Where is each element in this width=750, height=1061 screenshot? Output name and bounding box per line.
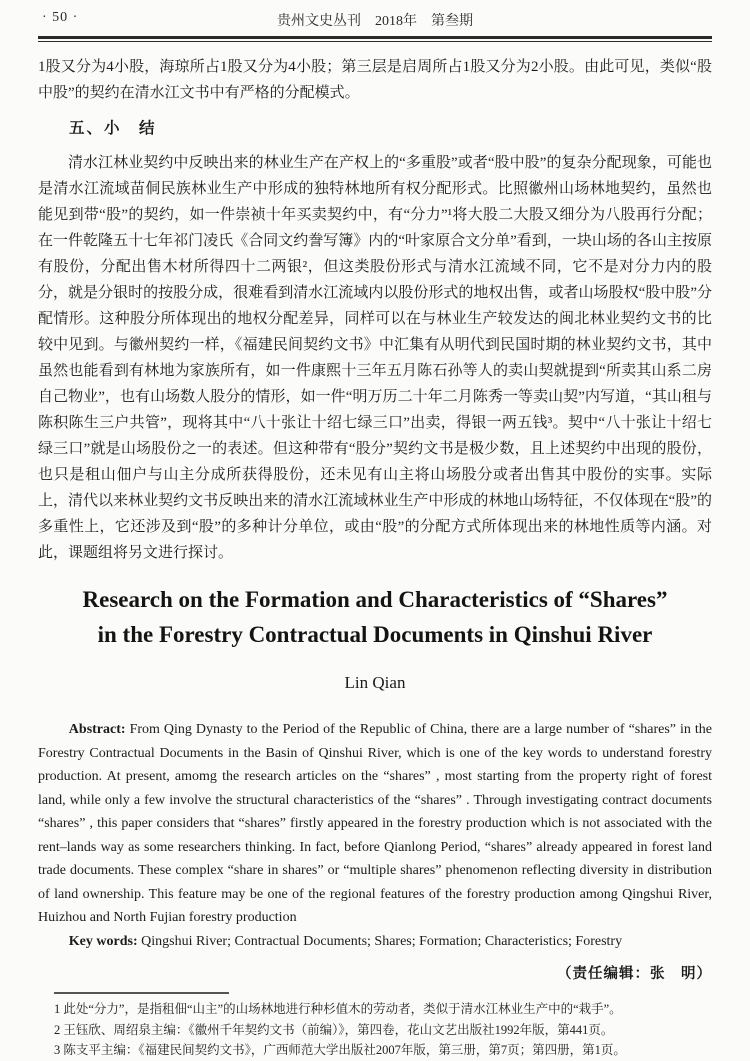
footnote-separator-rule (54, 992, 229, 994)
keywords-paragraph (38, 930, 712, 954)
footnote: 2 王钰欣、周绍泉主编：《徽州千年契约文书（前编）》，第四卷，花山文艺出版社1992年版，第441页。 (54, 1022, 614, 1037)
abstract-text: From Qing Dynasty to the Period of the Republic of China, there are a large number of “shares” in the Forestry Contractual Documents in the Basin of Qinshui River, which is one of the key words to understand forestry production. At present, amomg the research articles on the “shares” , most starting from the property right of forest land, while only a few involve the structural characteristics of the “shares” . Through investigating contract documents “shares” , this paper considers that “shares” firstly appeared in the forestry production which is not associated with the rent–lands way as some researchers thinking. In fact, before Qianlong Period, “shares” already appeared in forest land trade documents. These complex “share in shares” or “multiple shares” phenomenon reflecting diversity in distribution of land ownership. This feature may be one of the regional features of the forestry production among Qingshui River, Huizhou and North Fujian forestry production (38, 722, 712, 925)
running-head (38, 10, 712, 30)
page-number: · 50 · (42, 10, 79, 25)
footnote: 3 陈支平主编：《福建民间契约文书》，广西师范大学出版社2007年版，第三册，第7页；第四册，第1页。 (54, 1043, 626, 1057)
author-name: Lin Qian (344, 673, 406, 692)
keywords-text: Qingshui River; Contractual Documents; Shares; Formation; Characteristics; Forestry (137, 933, 623, 949)
keywords-label: Key words: (68, 933, 138, 949)
section-body-paragraph: 清水江林业契约中反映出来的林业生产在产权上的“多重股”或者“股中股”的复杂分配现象，可能也是清水江流域苗侗民族林业生产中形成的独特林地所有权分配形式。比照徽州山场林地契约，虽然也能见到带“股”的契约，如一件崇祯十年买卖契约中，有“分力”¹将大股二大股又细分为八股再行分配；在一件乾隆五十七年祁门凌氏《合同文约誊写簿》内的“叶家原合文分单”看到，一块山场的各山主按原有股份，分配出售木材所得四十二两银²，但这类股份形式与清水江流域不同，它不是对分力内的股分，就是分银时的按股分成，很难看到清水江流域内以股份形式的地权出售，或者山场股权“股中股”分配情形。这种股分所体现出的地权分配差异，同样可以在与林业生产较发达的闽北林业契约文书的比较中见到。与徽州契约一样，《福建民间契约文书》中汇集有从明代到民国时期的林业契约文书，其中虽然也能看到有林地为家族所有，如一件康熙十三年五月陈石孙等人的卖山契就提到“所卖其山系二房自己物业”，也有山场数人股分的情形，如一件“明万历二十年二月陈秀一等卖山契”内写道，“其山租与陈积陈生三户共管”，现将其中“八十张让十绍七绿三口”出卖，得银一两五钱³。契中“八十张让十绍七绿三口”就是山场股份之一的表述。但这种带有“股分”契约文书是极少数，且上述契约中出现的股份，也只是租山佃户与山主分成所获得股份，还未见有山主将山场股分或者出售其中股份的实事。实际上，清代以来林业契约文书反映出来的清水江流域林业生产中形成的林地山场特征，不仅体现在“股”的多重性上，它还涉及到“股”的多种计分单位，或由“股”的分配方式所体现出来的林地性质等内涵。对此，课题组将另文进行探讨。 (38, 155, 712, 561)
section-heading: 五、小 结 (69, 120, 157, 137)
journal-header-title: 贵州文史丛刊 2018年 第叁期 (277, 14, 473, 29)
english-title (38, 582, 712, 652)
abstract-paragraph (38, 718, 712, 930)
header-rule (38, 36, 712, 42)
continuation-paragraph: 1股又分为4小股，海琼所占1股又分为4小股；第三层是启周所占1股又分为2小股。由此可见，类似“股中股”的契约在清水江文书中有严格的分配模式。 (38, 59, 712, 101)
editor-note: （责任编辑：张 明） (557, 966, 712, 982)
english-title-line2: in the Forestry Contractual Documents in Qinshui River (97, 622, 653, 647)
abstract-label: Abstract: (68, 722, 126, 737)
english-title-line1: Research on the Formation and Characteristics of “Shares” (82, 587, 668, 612)
footnote: 1 此处“分力”，是指租佃“山主”的山场林地进行种杉值木的劳动者，类似于清水江林业生产中的“栽手”。 (54, 1002, 622, 1016)
